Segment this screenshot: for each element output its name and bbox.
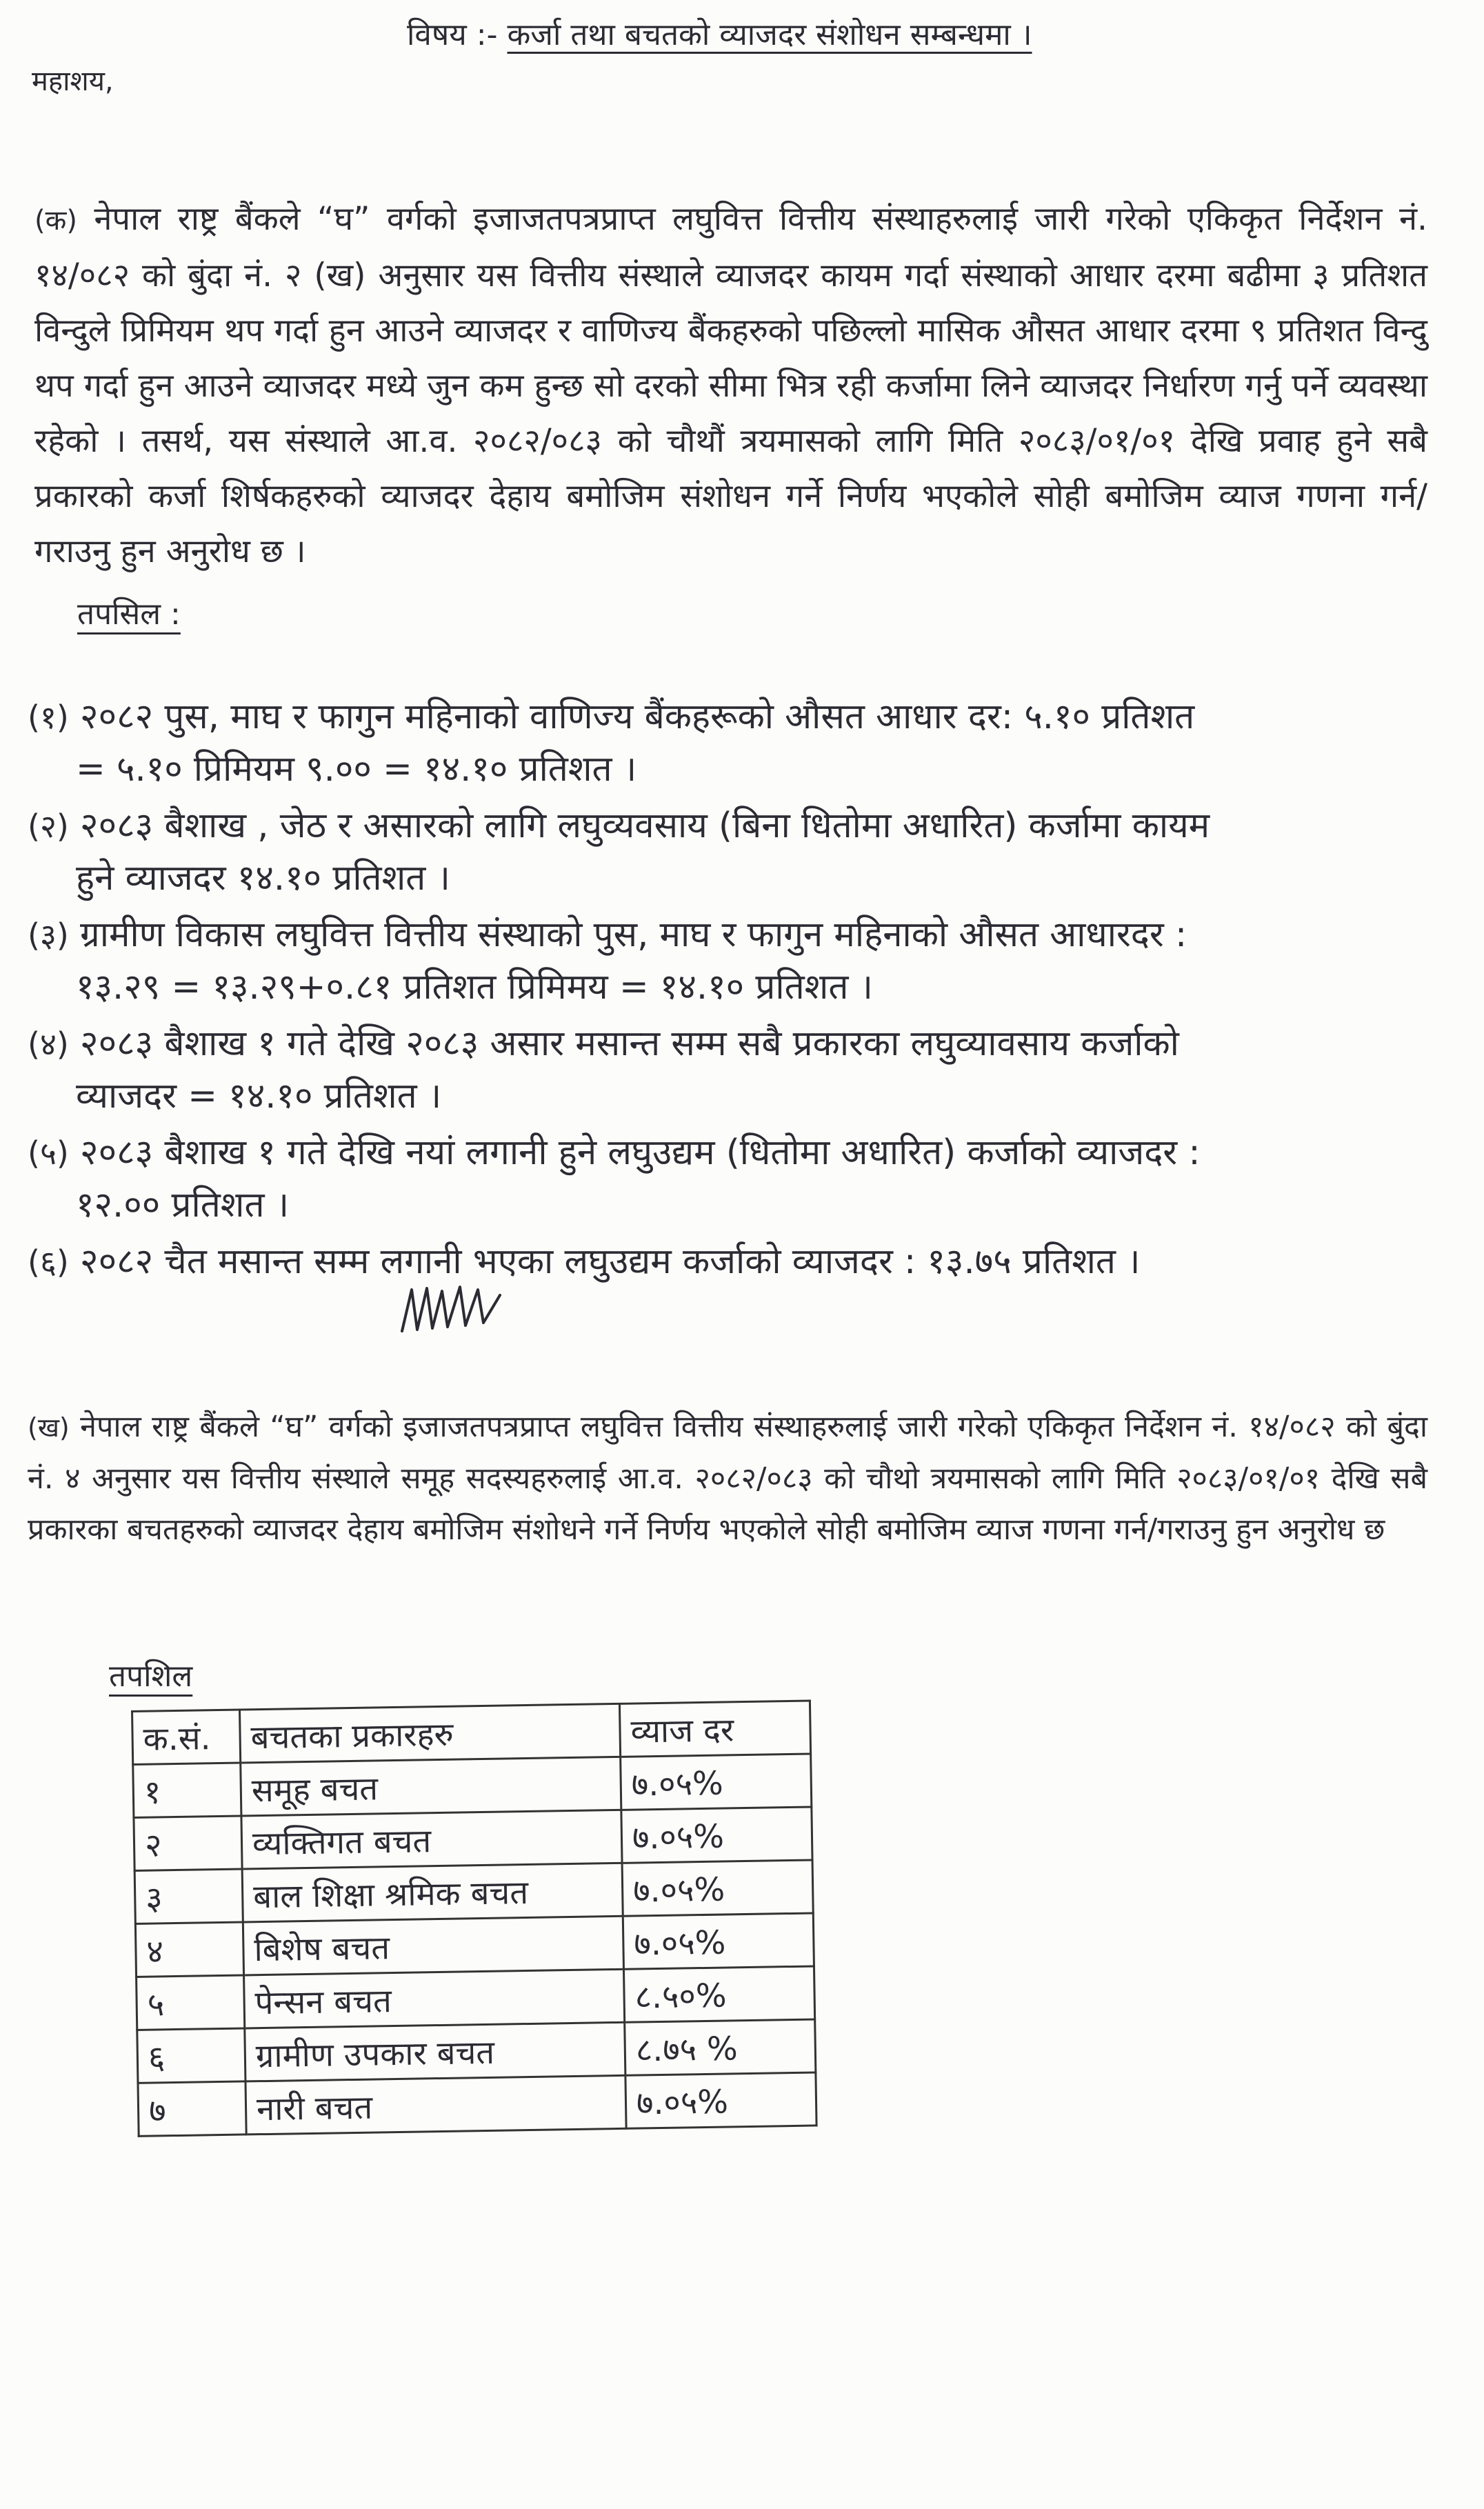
cell-savings-type: नारी बचत [245, 2075, 626, 2135]
item-line-continued: १२.०० प्रतिशत । [76, 1185, 290, 1226]
item-line-continued: = ५.१० प्रिमियम ९.०० = १४.१० प्रतिशत । [76, 749, 637, 790]
item-label: (४) [28, 1026, 69, 1063]
item-line-continued: हुने व्याजदर १४.१० प्रतिशत । [76, 858, 450, 899]
savings-rate-table [131, 1700, 818, 2137]
item-line: २०८२ चैत मसान्त सम्म लगानी भएका लघुउद्यम कर्जाको व्याजदर : १३.७५ प्रतिशत । [80, 1241, 1141, 1282]
cell-savings-type: बाल शिक्षा श्रमिक बचत [242, 1863, 623, 1922]
cell-interest-rate: ८.७५ % [625, 2019, 816, 2075]
subject-text: कर्जा तथा बचतको व्याजदर संशोधन सम्बन्धमा । [507, 17, 1032, 52]
item-label: (५) [28, 1134, 69, 1172]
cell-serial: १ [133, 1763, 241, 1817]
header-interest-rate: व्याज दर [619, 1701, 810, 1757]
item-label: (१) [28, 699, 69, 736]
header-savings-type: बचतका प्रकारहरु [240, 1703, 621, 1763]
salutation: महाशय, [32, 66, 114, 97]
subject-line [407, 12, 1032, 54]
paragraph-ka [34, 192, 1427, 579]
item-line: २०८३ बैशाख १ गते देखि २०८३ असार मसान्त सम्म सबै प्रकारका लघुव्यावसाय कर्जाको [80, 1023, 1179, 1064]
list-item [28, 909, 1448, 1014]
cell-savings-type: समूह बचत [241, 1757, 621, 1816]
cell-serial: ६ [137, 2028, 245, 2083]
cell-savings-type: ग्रामीण उपकार बचत [245, 2022, 625, 2081]
cell-serial: २ [134, 1816, 242, 1870]
header-serial: क.सं. [132, 1710, 241, 1764]
cell-interest-rate: ७.०५% [623, 1913, 814, 1969]
paragraph-ka-label: (क) [34, 205, 77, 237]
paragraph-ka-text: नेपाल राष्ट्र बैंकले “घ” वर्गको इजाजतपत्रप्राप्त लघुवित्त वित्तीय संस्थाहरुलाई जारी गरेको एकिकृत निर्देशन नं. १४/०८२ को बुंदा नं. २ (ख) अनुसार यस वित्तीय संस्थाले व्याजदर कायम गर्दा संस्थाको आधार दरमा बढीमा ३ प्रतिशत विन्दुले प्रिमियम थप गर्दा हुन आउने व्याजदर र वाणिज्य बैंकहरुको पछिल्लो मासिक औसत आधार दरमा ९ प्रतिशत विन्दु थप गर्दा हुन आउने व्याजदर मध्ये जुन कम हुन्छ सो दरको सीमा भित्र रही कर्जामा लिने व्याजदर निर्धारण गर्नु पर्ने व्यवस्था रहेको । तसर्थ, यस संस्थाले आ.व. २०८२/०८३ को चौथौं त्रयमासको लागि मिति २०८३/०१/०१ देखि प्रवाह हुने सबै प्रकारको कर्जा शिर्षकहरुको व्याजदर देहाय बमोजिम संशोधन गर्ने निर्णय भएकोले सोही बमोजिम व्याज गणना गर्न/गराउनु हुन अनुरोध छ । [34, 200, 1427, 570]
cell-serial: ५ [137, 1975, 245, 2030]
item-line-continued: व्याजदर = १४.१० प्रतिशत । [76, 1076, 442, 1117]
item-label: (२) [28, 808, 69, 845]
item-line: २०८३ बैशाख , जेठ र असारको लागि लघुव्यवसाय (बिना धितोमा अधारित) कर्जामा कायम [80, 806, 1210, 846]
tapshil-heading: तपशिल [109, 1659, 193, 1694]
signature-scribble [397, 1276, 514, 1345]
cell-serial: ३ [134, 1869, 243, 1923]
list-item [28, 1236, 1448, 1288]
cell-interest-rate: ८.५०% [623, 1966, 814, 2022]
cell-interest-rate: ७.०५% [621, 1807, 812, 1863]
list-item [28, 691, 1448, 796]
cell-interest-rate: ७.०५% [625, 2072, 816, 2128]
list-item [28, 1127, 1448, 1232]
item-label: (३) [28, 917, 69, 954]
paragraph-kha [28, 1401, 1427, 1555]
item-line: २०८३ बैशाख १ गते देखि नयां लगानी हुने लघुउद्यम (धितोमा अधारित) कर्जाको व्याजदर : [80, 1132, 1201, 1173]
cell-savings-type: पेन्सन बचत [244, 1969, 625, 2028]
tapsil-heading: तपसिल : [77, 597, 181, 632]
item-line: २०८२ पुस, माघ र फागुन महिनाको वाणिज्य बैंकहरूको औसत आधार दर: ५.१० प्रतिशत [80, 697, 1195, 737]
cell-savings-type: बिशेष बचत [243, 1916, 623, 1975]
cell-serial: ४ [135, 1922, 243, 1977]
item-label: (६) [28, 1243, 69, 1281]
cell-interest-rate: ७.०५% [622, 1860, 813, 1916]
cell-serial: ७ [138, 2081, 246, 2136]
list-item [28, 800, 1448, 905]
paragraph-kha-label: (ख) [28, 1412, 70, 1443]
cell-savings-type: व्यक्तिगत बचत [241, 1810, 622, 1869]
item-line-continued: १३.२९ = १३.२९+०.८१ प्रतिशत प्रिमिमय = १४.१० प्रतिशत । [76, 967, 873, 1008]
subject-label: विषय :- [407, 17, 498, 52]
list-item [28, 1018, 1448, 1123]
table-row [138, 2072, 816, 2136]
cell-interest-rate: ७.०५% [621, 1754, 812, 1810]
item-line: ग्रामीण विकास लघुवित्त वित्तीय संस्थाको पुस, माघ र फागुन महिनाको औसत आधारदर : [80, 914, 1187, 955]
paragraph-kha-text: नेपाल राष्ट्र बैंकले “घ” वर्गको इजाजतपत्रप्राप्त लघुवित्त वित्तीय संस्थाहरुलाई जारी गरेको एकिकृत निर्देशन नं. १४/०८२ को बुंदा नं. ४ अनुसार यस वित्तीय संस्थाले समूह सदस्यहरुलाई आ.व. २०८२/०८३ को चौथो त्रयमासको लागि मिति २०८३/०१/०१ देखि सबै प्रकारका बचतहरुको व्याजदर देहाय बमोजिम संशोधने गर्ने निर्णय भएकोले सोही बमोजिम व्याज गणना गर्न/गराउनु हुन अनुरोध छ [28, 1410, 1428, 1547]
